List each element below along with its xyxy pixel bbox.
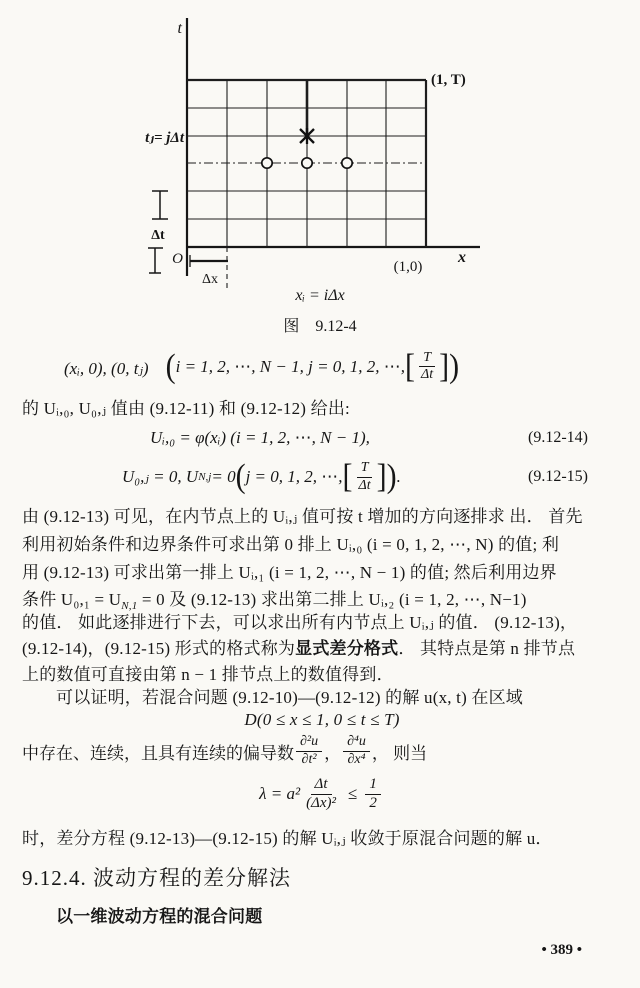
fraction-d2u-dt2: $\frac{\text{∂²u}}{\text{∂t²}}$ — [296, 734, 322, 767]
fraction-T-over-dt: $\frac{T}{\Delta t}$ — [421, 350, 434, 383]
big-right-bracket: ] — [439, 347, 450, 385]
section-heading: 9.12.4. 波动方程的差分解法 — [22, 866, 291, 890]
display1-index-range: i = 1, 2, ⋯, N − 1, j = 0, 1, 2, ⋯, — [175, 356, 406, 376]
fraction-one-half: $\frac{1}{2}$ — [365, 776, 381, 812]
para3-comma: ， — [324, 743, 342, 763]
big-right-paren: ) — [449, 347, 460, 385]
equation-9-12-14 — [22, 428, 620, 448]
para1-line6-c: ． 其特点是第 n 排节点 — [398, 639, 576, 658]
page-number: • 389 • — [541, 942, 582, 958]
para3-text-a: 中存在、连续，且具有连续的偏导数 — [22, 743, 294, 763]
para1-line6-a: (9.12-14)，(9.12-15) 形式的格式称为 — [22, 639, 296, 658]
lambda-lhs: λ = a² — [259, 784, 301, 803]
big-left-paren: ( — [165, 347, 176, 385]
section-intro-line: 以一维波动方程的混合问题 — [56, 907, 263, 926]
fraction-d4u-dx4: $\frac{\text{∂⁴u}}{\text{∂x⁴}}$ — [343, 734, 370, 767]
big-right-bracket: ] — [376, 457, 387, 495]
fraction-dt-over-dx2: $\frac{\Delta t}{\text{(Δx)²}}$ — [306, 776, 337, 811]
figure-caption: 图 9.12-4 — [283, 318, 357, 335]
dx-label: Δx — [201, 272, 219, 287]
tj-row-label: tⱼ= jΔt — [145, 130, 184, 146]
eq1515-p2: = 0 — [211, 467, 236, 486]
para1-line4-a: 条件 U₀,₁ = U — [22, 590, 122, 609]
dx-bracket — [190, 255, 228, 267]
para1-line4-b: = 0 及 (9.12-13) 求出第二排上 Uᵢ,₂ (i = 1, 2, ⋯, N−1) — [137, 590, 527, 609]
x-axis-label: x — [458, 249, 466, 266]
big-left-bracket: [ — [342, 457, 353, 495]
para1-line4-subscript: N,1 — [121, 600, 138, 612]
eq1515-p1: U₀,ⱼ = 0, U — [122, 467, 199, 486]
para1-line3: 用 (9.12-13) 可求出第一排上 Uᵢ,₁ (i = 1, 2, ⋯, N − 1) 的值; 然后利用边界 — [22, 563, 557, 582]
dt-label: Δt — [151, 228, 165, 243]
para1-line2: 利用初始条件和边界条件可求出第 0 排上 Uᵢ,₀ (i = 0, 1, 2, ⋯, N) 的值; 利 — [22, 535, 560, 554]
para3-text-b: ， 则当 — [371, 743, 428, 763]
corner-label-top-right: (1, T) — [431, 72, 466, 88]
t-axis-label: t — [177, 20, 182, 37]
domain-display: D(0 ≤ x ≤ 1, 0 ≤ t ≤ T) — [244, 710, 400, 729]
big-right-paren: ) — [386, 457, 397, 495]
lambda-equation — [22, 770, 620, 818]
eq1515-p3: j = 0, 1, 2, ⋯, — [245, 467, 343, 486]
text-line-given: 的 Uᵢ,₀, U₀,ⱼ 值由 (9.12-11) 和 (9.12-12) 给出: — [22, 399, 350, 418]
fraction-T-over-dt: $\frac{T}{\Delta t}$ — [358, 460, 371, 493]
eq1414-body: Uᵢ,₀ = φ(xᵢ) (i = 1, 2, ⋯, N − 1), — [150, 428, 370, 447]
para2-line: 可以证明，若混合问题 (9.12-10)—(9.12-12) 的解 u(x, t) 在区域 — [56, 688, 524, 707]
eq1414-tag: (9.12-14) — [528, 429, 588, 446]
para4-line: 时，差分方程 (9.12-13)—(9.12-15) 的解 Uᵢ,ⱼ 收敛于原混合问题的解 u． — [22, 829, 553, 848]
big-left-bracket: [ — [405, 347, 416, 385]
eq1515-subscript-N: N,j — [198, 471, 212, 483]
display-node-set — [64, 347, 604, 385]
lambda-relation: ≤ — [348, 784, 358, 803]
para1-line7: 上的数值可直接由第 n − 1 排节点上的数值得到． — [22, 665, 394, 684]
display1-prefix: (xᵢ, 0), (0, tⱼ) — [64, 359, 166, 379]
big-left-paren: ( — [235, 457, 246, 495]
eq1515-tag: (9.12-15) — [528, 468, 588, 485]
para1-line6 — [22, 638, 622, 660]
eq1515-p4: . — [396, 467, 401, 486]
para1-line1: 由 (9.12-13) 可见，在内节点上的 Uᵢ,ⱼ 值可按 t 增加的方向逐排求 出． 首先 — [22, 507, 583, 526]
figure-formula: xᵢ = iΔx — [295, 287, 345, 304]
equation-9-12-15 — [22, 454, 620, 500]
para1-line5: 的值． 如此逐排进行下去，可以求出所有内节点上 Uᵢ,ⱼ 的值． (9.12-13)， — [22, 613, 578, 632]
para3-line — [22, 730, 620, 772]
para1-line6-boldterm: 显式差分格式 — [295, 639, 399, 658]
corner-label-bottom-right: (1,0) — [393, 259, 423, 275]
grid-diagram — [0, 0, 640, 300]
origin-label: O — [172, 251, 183, 267]
